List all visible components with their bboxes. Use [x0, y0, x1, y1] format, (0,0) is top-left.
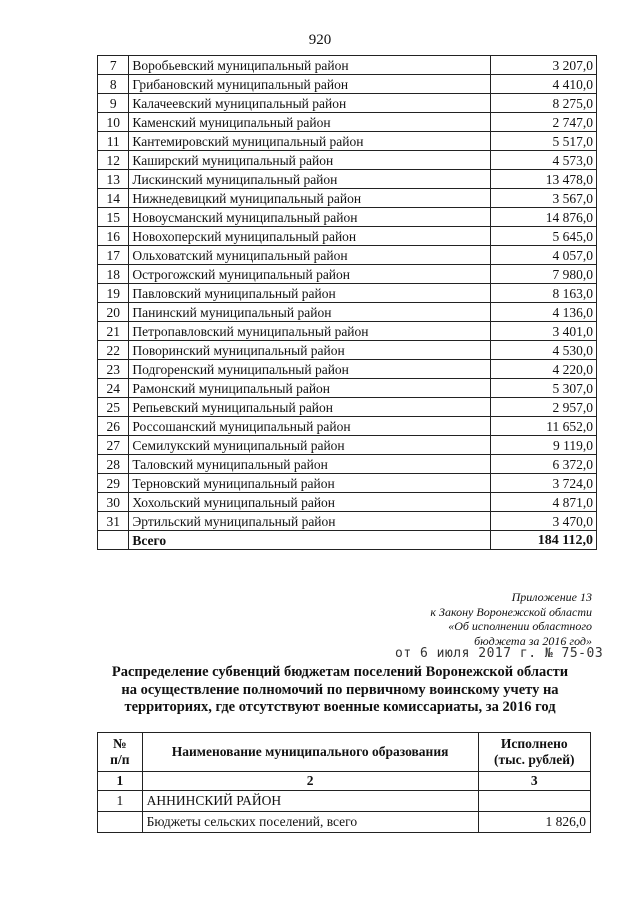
row-name: Панинский муниципальный район: [129, 303, 490, 322]
row-number: 25: [98, 398, 129, 417]
row-number: 10: [98, 113, 129, 132]
annex-line: Приложение 13: [511, 590, 592, 604]
header-number: № п/п: [98, 733, 143, 772]
row-number: 12: [98, 151, 129, 170]
row-name: Подгоренский муниципальный район: [129, 360, 490, 379]
table-row: [98, 265, 597, 284]
row-name: Бюджеты сельских поселений, всего: [142, 812, 478, 833]
annex-reference: [430, 590, 592, 648]
row-value: 13 478,0: [490, 170, 596, 189]
row-name: Ольховатский муниципальный район: [129, 246, 490, 265]
row-value: 4 410,0: [490, 75, 596, 94]
column-number: 3: [478, 772, 591, 791]
header-name: Наименование муниципального образования: [142, 733, 478, 772]
row-number: 21: [98, 322, 129, 341]
row-number: 14: [98, 189, 129, 208]
table-row: [98, 341, 597, 360]
page-number: 920: [308, 32, 332, 48]
military-registration-subsidy-table: [97, 732, 591, 833]
row-number: 11: [98, 132, 129, 151]
row-value: 8 163,0: [490, 284, 596, 303]
row-number: 9: [98, 94, 129, 113]
row-value: 5 645,0: [490, 227, 596, 246]
title-line: территориях, где отсутствуют военные комиссариаты, за 2016 год: [124, 699, 556, 715]
row-name: Петропавловский муниципальный район: [129, 322, 490, 341]
row-number: 24: [98, 379, 129, 398]
row-number: 28: [98, 455, 129, 474]
row-value: 14 876,0: [490, 208, 596, 227]
title-line: на осуществление полномочий по первичному воинскому учету на: [121, 681, 559, 698]
row-name: Россошанский муниципальный район: [129, 417, 490, 436]
row-number: 26: [98, 417, 129, 436]
row-value: 3 401,0: [490, 322, 596, 341]
row-value: 8 275,0: [490, 94, 596, 113]
row-name: Поворинский муниципальный район: [129, 341, 490, 360]
row-name: Каширский муниципальный район: [129, 151, 490, 170]
row-value: 3 207,0: [490, 56, 596, 75]
annex-line: бюджета за 2016 год»: [474, 633, 592, 648]
table-row: [98, 379, 597, 398]
row-number: 8: [98, 75, 129, 94]
row-value: 4 871,0: [490, 493, 596, 512]
table-row: [98, 455, 597, 474]
row-number: 17: [98, 246, 129, 265]
table-row: [98, 360, 597, 379]
row-number: 27: [98, 436, 129, 455]
row-value: 3 724,0: [490, 474, 596, 493]
total-row: [98, 531, 597, 550]
table-row: [98, 227, 597, 246]
row-value: 6 372,0: [490, 455, 596, 474]
table-row: [98, 246, 597, 265]
total-label: Всего: [129, 531, 490, 550]
row-name: Кантемировский муниципальный район: [129, 132, 490, 151]
table-row: [98, 56, 597, 75]
row-name: Каменский муниципальный район: [129, 113, 490, 132]
row-value: 2 957,0: [490, 398, 596, 417]
law-date-stamp: от 6 июля 2017 г. № 75-03: [395, 646, 604, 661]
table-row: [98, 493, 597, 512]
row-number: 15: [98, 208, 129, 227]
row-value: 5 307,0: [490, 379, 596, 398]
table-row: [98, 417, 597, 436]
row-value: [478, 791, 591, 812]
table-row: [98, 284, 597, 303]
row-number: [98, 812, 143, 833]
table-row: [98, 75, 597, 94]
row-name: Терновский муниципальный район: [129, 474, 490, 493]
row-number: 16: [98, 227, 129, 246]
row-name: Калачеевский муниципальный район: [129, 94, 490, 113]
row-name: Репьевский муниципальный район: [129, 398, 490, 417]
row-name: Таловский муниципальный район: [129, 455, 490, 474]
row-number: 23: [98, 360, 129, 379]
table-row: [98, 398, 597, 417]
table-row: [98, 322, 597, 341]
row-name: Рамонский муниципальный район: [129, 379, 490, 398]
row-name: Семилукский муниципальный район: [129, 436, 490, 455]
table-row: [98, 208, 597, 227]
table-row: [98, 189, 597, 208]
row-name: Острогожский муниципальный район: [129, 265, 490, 284]
total-value: 184 112,0: [490, 531, 596, 550]
row-value: 3 470,0: [490, 512, 596, 531]
title-line: Распределение субвенций бюджетам поселений Воронежской области: [111, 664, 569, 680]
row-number: 1: [98, 791, 143, 812]
row-name: Новоусманский муниципальный район: [129, 208, 490, 227]
row-number: 30: [98, 493, 129, 512]
row-number: 20: [98, 303, 129, 322]
row-value: 7 980,0: [490, 265, 596, 284]
table-row: [98, 132, 597, 151]
row-name: Воробьевский муниципальный район: [129, 56, 490, 75]
row-value: 2 747,0: [490, 113, 596, 132]
row-value: 1 826,0: [478, 812, 591, 833]
annex-line: к Закону Воронежской области: [430, 604, 592, 619]
row-value: 4 220,0: [490, 360, 596, 379]
row-value: 9 119,0: [490, 436, 596, 455]
column-number: 1: [98, 772, 143, 791]
row-number: 13: [98, 170, 129, 189]
annex-line: «Об исполнении областного: [448, 619, 592, 633]
row-number: 22: [98, 341, 129, 360]
row-name: Хохольский муниципальный район: [129, 493, 490, 512]
column-number-row: [98, 772, 591, 791]
table-row: [98, 812, 591, 833]
table-row: [98, 113, 597, 132]
row-value: 11 652,0: [490, 417, 596, 436]
row-value: 3 567,0: [490, 189, 596, 208]
row-value: 4 057,0: [490, 246, 596, 265]
row-number: 31: [98, 512, 129, 531]
row-number: 7: [98, 56, 129, 75]
row-name: Эртильский муниципальный район: [129, 512, 490, 531]
total-number-cell: [98, 531, 129, 550]
row-name: Новохоперский муниципальный район: [129, 227, 490, 246]
row-name: Грибановский муниципальный район: [129, 75, 490, 94]
header-executed: Исполнено (тыс. рублей): [478, 733, 591, 772]
row-name: Лискинский муниципальный район: [129, 170, 490, 189]
subsidies-by-district-table: [97, 55, 597, 550]
table-row: [98, 474, 597, 493]
table-row: [98, 170, 597, 189]
row-name: Павловский муниципальный район: [129, 284, 490, 303]
row-value: 4 530,0: [490, 341, 596, 360]
row-number: 29: [98, 474, 129, 493]
table-row: [98, 791, 591, 812]
row-value: 4 573,0: [490, 151, 596, 170]
row-number: 19: [98, 284, 129, 303]
table-row: [98, 94, 597, 113]
row-name: Нижнедевицкий муниципальный район: [129, 189, 490, 208]
row-value: 4 136,0: [490, 303, 596, 322]
table-row: [98, 303, 597, 322]
row-value: 5 517,0: [490, 132, 596, 151]
table-row: [98, 151, 597, 170]
document-title: [70, 664, 610, 717]
row-number: 18: [98, 265, 129, 284]
row-name: АННИНСКИЙ РАЙОН: [142, 791, 478, 812]
table-row: [98, 512, 597, 531]
table-header-row: [98, 733, 591, 772]
table-row: [98, 436, 597, 455]
column-number: 2: [142, 772, 478, 791]
